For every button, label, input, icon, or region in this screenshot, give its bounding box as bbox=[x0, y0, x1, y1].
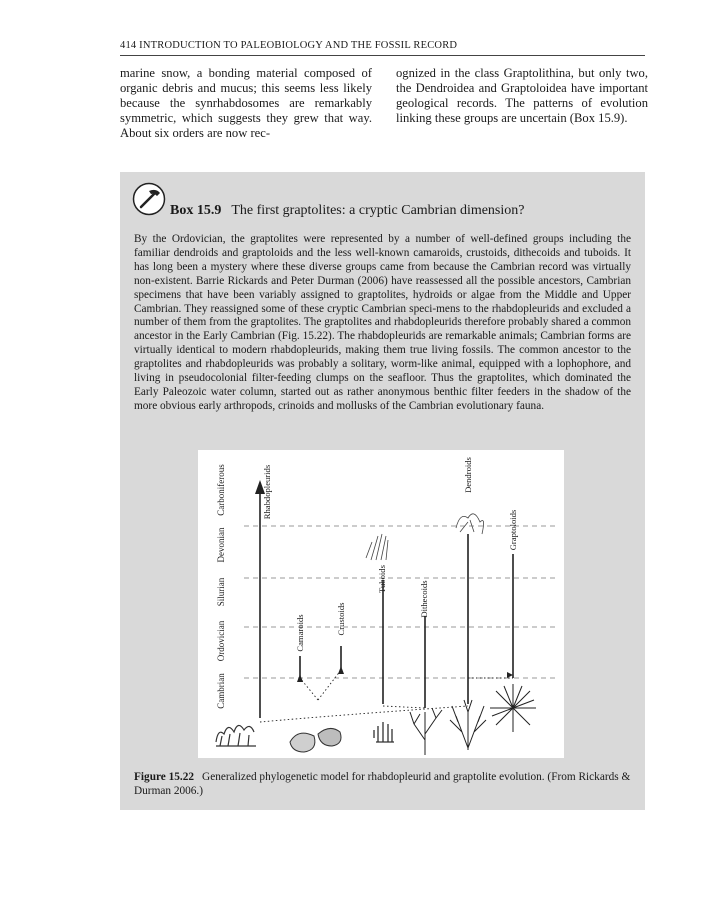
body-text-right-column: ognized in the class Graptolithina, but only two, the Dendroidea and Graptoloidea have important geological records. The patterns of evolution linking these groups are uncertain (Box 15.9). bbox=[396, 66, 648, 125]
period-label-cambrian: Cambrian bbox=[216, 673, 226, 709]
box-label: Box 15.9 bbox=[170, 203, 222, 218]
caption-text: Generalized phylogenetic model for rhabdopleurid and graptolite evolution. (From Rickards & Durman 2006.) bbox=[134, 771, 631, 797]
phylogeny-figure bbox=[198, 450, 564, 758]
box-title-text: The first graptolites: a cryptic Cambrian dimension? bbox=[231, 203, 525, 218]
period-label-carboniferous: Carboniferous bbox=[216, 464, 226, 516]
phylogeny-drawing bbox=[198, 450, 564, 758]
body-text-left-column: marine snow, a bonding material composed of organic debris and mucus; this seems less likely because the synrhabdosomes are remarkably symmetric, which suggests they grew that way. About six orders are now rec- bbox=[120, 66, 372, 140]
figure-caption bbox=[134, 770, 631, 798]
clade-label-camaroids: Camaroids bbox=[295, 614, 305, 652]
period-label-silurian: Silurian bbox=[216, 577, 226, 607]
box-title bbox=[170, 203, 524, 219]
clade-label-graptoloids: Graptoloids bbox=[508, 509, 518, 551]
clade-label-dendroids: Dendroids bbox=[463, 457, 473, 493]
clade-label-rhabdopleurids: Rhabdopleurids bbox=[262, 464, 272, 520]
box-body-text: By the Ordovician, the graptolites were represented by a number of well-defined groups including the familiar dendroids and graptoloids and the less well-known camaroids, crustoids, dithecoids and tuboids. It has long been a mystery where these diverse groups came from because the Cambrian record was virtually non-existent. Barrie Rickards and Peter Durman (2006) have reassessed all the possible ancestors, Cambrian specimens that have been variably assigned to graptolites, hydroids or algae from the Middle and Upper Cambrian. They reassigned some of these cryptic Cambrian speci-mens to the rhabdopleurids and excluded a number of them from the graptolites. The graptolites and rhabdopleurids therefore probably shared a common ancestor in the Early Cambrian (Fig. 15.22). The rhabdopleurids are remarkable animals; Cambrian forms are virtually identical to modern rhabdopleurids, making them true living fossils. The common ancestor to the graptolites and rhabdopleurids was probably a solitary, worm-like animal, equipped with a lophophore, and living in pseudocolonial filter-feeding clumps on the seafloor. Thus the graptolites, which dominated the Early Paleozoic water column, started out as rather anonymous benthic filter feeders in the shadow of the more obvious early arthropods, crinoids and mollusks of the Cambrian evolutionary fauna. bbox=[134, 233, 631, 412]
period-label-ordovician: Ordovician bbox=[216, 620, 226, 662]
box-15-9 bbox=[120, 172, 645, 810]
clade-label-tuboids: Tuboids bbox=[377, 565, 387, 593]
clade-label-crustoids: Crustoids bbox=[336, 602, 346, 636]
running-head: 414 INTRODUCTION TO PALEOBIOLOGY AND THE FOSSIL RECORD bbox=[120, 40, 645, 56]
clade-label-dithecoids: Dithecoids bbox=[419, 580, 429, 618]
caption-label: Figure 15.22 bbox=[134, 771, 195, 783]
period-label-devonian: Devonian bbox=[216, 527, 226, 563]
hammer-icon bbox=[132, 182, 166, 216]
